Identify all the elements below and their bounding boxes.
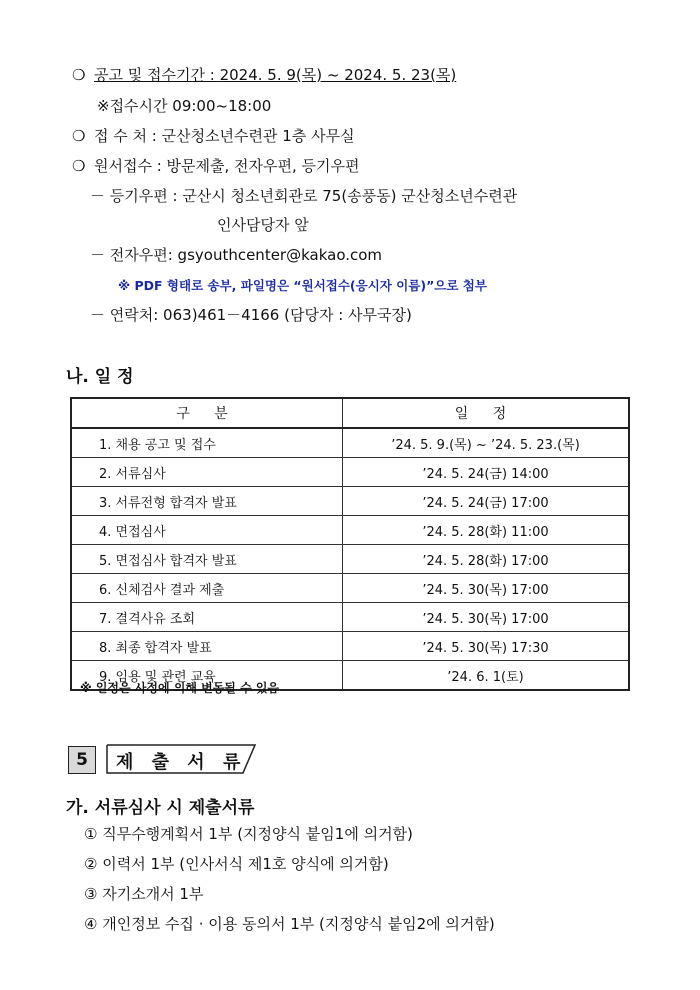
row-date: ’24. 5. 28(화) 17:00 [343, 545, 630, 574]
section-title: 제 출 서 류 [116, 752, 247, 773]
row-date: ’24. 5. 30(목) 17:00 [343, 574, 630, 603]
period-line [72, 64, 456, 85]
table-row [71, 487, 629, 516]
section-number-badge: 5 [68, 746, 96, 774]
table-row [71, 574, 629, 603]
method-text: 원서접수 : 방문제출, 전자우편, 등기우편 [94, 157, 360, 175]
header-schedule: 일 정 [343, 398, 630, 428]
row-date: ’24. 5. 30(목) 17:30 [343, 632, 630, 661]
place-text: 접 수 처 : 군산청소년수련관 1층 사무실 [94, 127, 355, 145]
contact-line: － 연락처: 063)461－4166 (담당자 : 사무국장) [90, 306, 412, 324]
circle-bullet-icon: ❍ [72, 157, 86, 175]
list-item: ④ 개인정보 수집 · 이용 동의서 1부 (지정양식 붙임2에 의거함) [84, 915, 495, 933]
row-item: 9. 임용 및 관련 교육 [71, 661, 343, 691]
pdf-note: ※ PDF 형태로 송부, 파일명은 “원서접수(응시자 이름)”으로 첨부 [118, 278, 487, 293]
schedule-note: ※ 일정은 사정에 의해 변동될 수 있음 [80, 681, 280, 695]
row-item: 7. 결격사유 조회 [71, 603, 343, 632]
row-item: 6. 신체검사 결과 제출 [71, 574, 343, 603]
submission-sub-heading: 가. 서류심사 시 제출서류 [66, 798, 255, 818]
row-item: 8. 최종 합격자 발표 [71, 632, 343, 661]
row-item: 4. 면접심사 [71, 516, 343, 545]
row-date: ’24. 5. 24(금) 17:00 [343, 487, 630, 516]
circle-bullet-icon: ❍ [72, 127, 86, 145]
registered-mail-line1: － 등기우편 : 군산시 청소년회관로 75(송풍동) 군산청소년수련관 [90, 187, 518, 205]
list-item: ② 이력서 1부 (인사서식 제1호 양식에 의거함) [84, 855, 389, 873]
circle-bullet-icon: ❍ [72, 66, 86, 84]
table-row [71, 632, 629, 661]
row-item: 5. 면접심사 합격자 발표 [71, 545, 343, 574]
row-date: ’24. 6. 1(토) [343, 661, 630, 691]
row-item: 3. 서류전형 합격자 발표 [71, 487, 343, 516]
section-title-box [106, 744, 256, 774]
schedule-table [70, 397, 630, 691]
table-header-row [71, 398, 629, 428]
period-label: 공고 및 접수기간 : [94, 66, 220, 84]
email-line: － 전자우편: gsyouthcenter@kakao.com [90, 246, 383, 264]
period-value: 2024. 5. 9(목) ~ 2024. 5. 23(목) [219, 66, 457, 84]
row-date: ’24. 5. 30(목) 17:00 [343, 603, 630, 632]
place-line [72, 125, 355, 146]
row-item: 2. 서류심사 [71, 458, 343, 487]
registered-mail-line2: 인사담당자 앞 [217, 216, 309, 234]
row-date: ’24. 5. 9.(목) ~ ’24. 5. 23.(목) [343, 428, 630, 458]
list-item: ① 직무수행계획서 1부 (지정양식 붙임1에 의거함) [84, 825, 413, 843]
table-row [71, 603, 629, 632]
header-category: 구 분 [71, 398, 343, 428]
row-date: ’24. 5. 24(금) 14:00 [343, 458, 630, 487]
list-item: ③ 자기소개서 1부 [84, 885, 204, 903]
reception-hours: ※접수시간 09:00~18:00 [97, 97, 272, 115]
table-row [71, 545, 629, 574]
schedule-heading: 나. 일 정 [66, 367, 134, 387]
table-row [71, 458, 629, 487]
row-item: 1. 채용 공고 및 접수 [71, 428, 343, 458]
method-line [72, 155, 360, 176]
table-row [71, 516, 629, 545]
row-date: ’24. 5. 28(화) 11:00 [343, 516, 630, 545]
table-row [71, 428, 629, 458]
